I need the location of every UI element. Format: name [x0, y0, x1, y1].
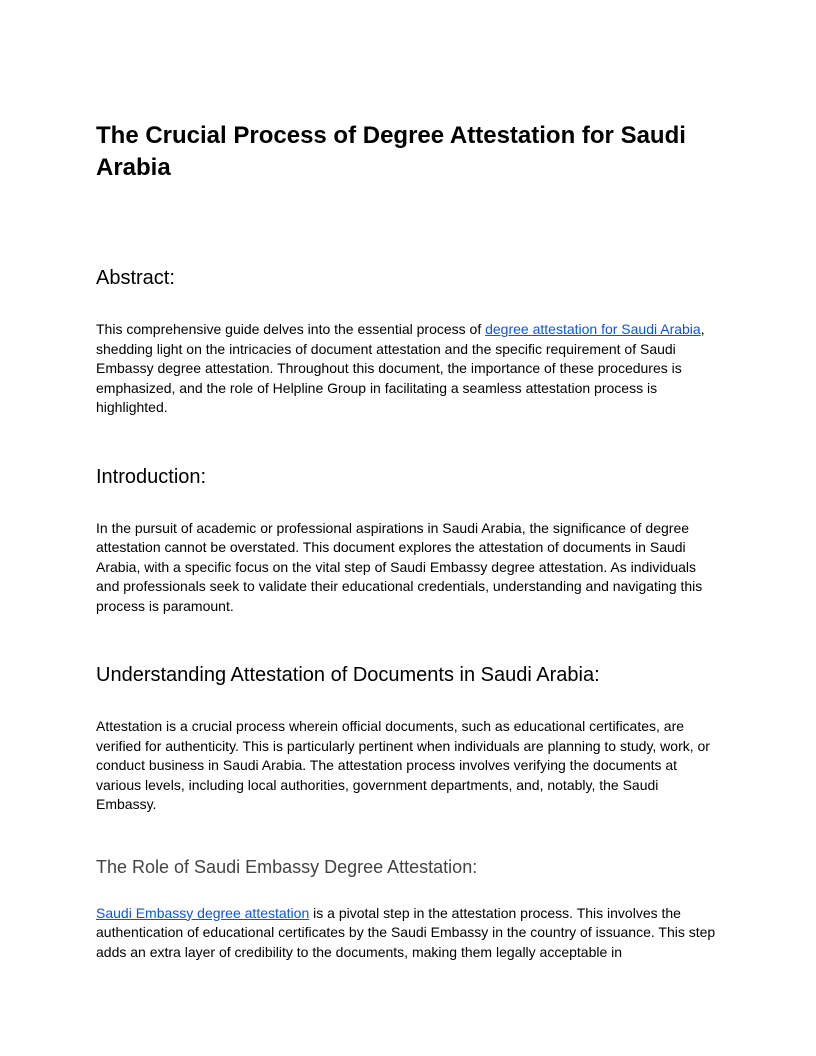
role-text-after-link: is a pivotal step in the attestation process. This involves the authentication of educational certificates by the Saudi Embassy in the country of issuance. This step adds an extra layer of credibility to the documents, making them legally acceptable in: [96, 904, 716, 960]
role-paragraph: [96, 904, 720, 963]
role-heading: The Role of Saudi Embassy Degree Attestation:: [96, 856, 478, 877]
understanding-paragraph: Attestation is a crucial process wherein official documents, such as educational certificates, are verified for authenticity. This is particularly pertinent when individuals are planning to study, work, or conduct business in Saudi Arabia. The attestation process involves verifying the documents at various levels, including local authorities, government departments, and, notably, the Saudi Embassy.: [96, 718, 710, 812]
degree-attestation-link[interactable]: degree attestation for Saudi Arabia: [485, 321, 701, 337]
understanding-heading: Understanding Attestation of Documents in Saudi Arabia:: [96, 664, 600, 686]
abstract-text-after-link: , shedding light on the intricacies of document attestation and the specific requirement of Saudi Embassy degree attestation. Throughout this document, the importance of these procedures is emphasized, and the role of Helpline Group in facilitating a seamless attestation process is highlighted.: [96, 321, 705, 415]
abstract-heading: Abstract:: [96, 267, 175, 289]
document-title: The Crucial Process of Degree Attestation for Saudi Arabia: [96, 122, 686, 181]
abstract-paragraph: [96, 320, 720, 418]
introduction-paragraph: In the pursuit of academic or professional aspirations in Saudi Arabia, the significance of degree attestation cannot be overstated. This document explores the attestation of documents in Saudi Arabia, with a specific focus on the vital step of Saudi Embassy degree attestation. As individuals and professionals seek to validate their educational credentials, understanding and navigating this process is paramount.: [96, 519, 703, 614]
document-body: [96, 120, 720, 962]
abstract-text-before-link: This comprehensive guide delves into the essential process of: [96, 321, 486, 337]
saudi-embassy-attestation-link[interactable]: Saudi Embassy degree attestation: [96, 904, 310, 921]
introduction-heading: Introduction:: [96, 465, 207, 488]
